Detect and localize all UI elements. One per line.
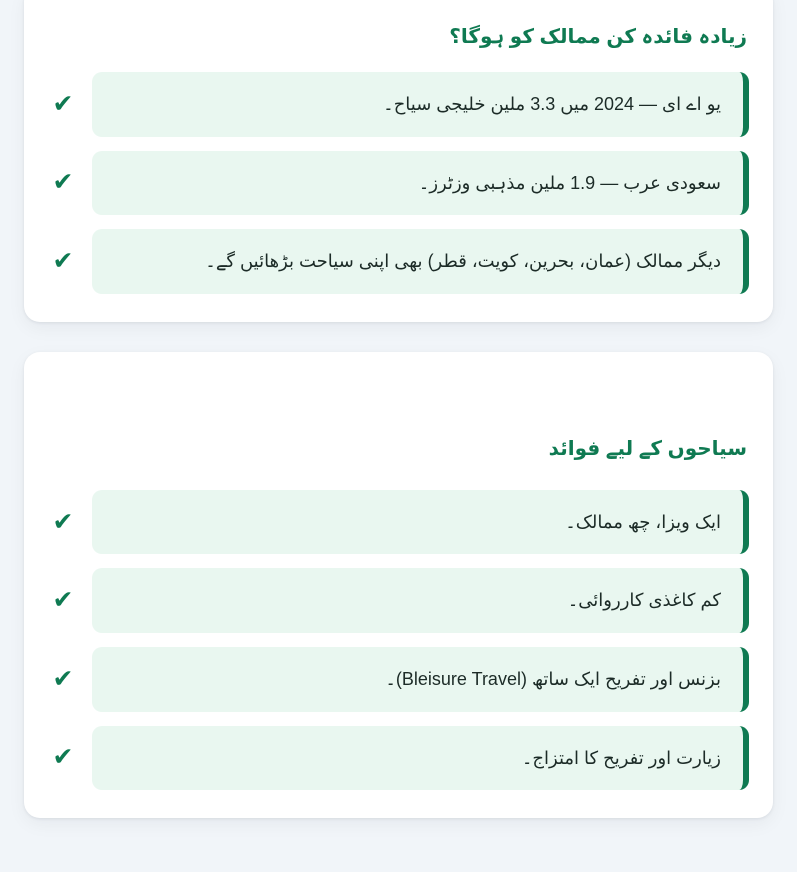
card-title: سیاحوں کے لیے فوائد <box>548 437 747 460</box>
card-benefits-for-tourists <box>24 352 773 818</box>
list-item-body <box>92 568 749 633</box>
benefit-list <box>48 490 749 790</box>
list-item-text: ایک ویزا، چھ ممالک۔ <box>565 511 721 532</box>
list-item-body <box>92 229 749 294</box>
benefit-list <box>48 72 749 294</box>
check-icon: ✔ <box>52 507 74 536</box>
list-item[interactable] <box>48 490 749 555</box>
list-item-body <box>92 490 749 555</box>
list-item-body <box>92 726 749 791</box>
list-item[interactable] <box>48 647 749 712</box>
list-item-body <box>92 72 749 137</box>
card-title: زیادہ فائدہ کن ممالک کو ہوگا؟ <box>449 26 747 48</box>
list-item[interactable] <box>48 72 749 137</box>
list-item-text: زیارت اور تفریح کا امتزاج۔ <box>521 747 721 768</box>
list-item-text: یو اے ای — 2024 میں 3.3 ملین خلیجی سیاح۔ <box>383 94 721 114</box>
list-item[interactable] <box>48 151 749 216</box>
check-icon: ✔ <box>52 246 74 275</box>
check-icon: ✔ <box>52 586 74 615</box>
check-icon: ✔ <box>52 743 74 772</box>
check-icon: ✔ <box>52 168 74 197</box>
list-item-body <box>92 647 749 712</box>
list-item[interactable] <box>48 726 749 791</box>
list-item-body <box>92 151 749 216</box>
check-icon: ✔ <box>52 664 74 693</box>
card-which-countries-benefit <box>24 0 773 322</box>
list-item-text: کم کاغذی کارروائی۔ <box>567 590 721 611</box>
list-item-text: سعودی عرب — 1.9 ملین مذہبی وزٹرز۔ <box>418 172 721 193</box>
list-item[interactable] <box>48 568 749 633</box>
check-icon: ✔ <box>52 89 74 118</box>
list-item-text: دیگر ممالک (عمان، بحرین، کویت، قطر) بھی اپنی سیاحت بڑھائیں گے۔ <box>205 251 721 272</box>
list-item[interactable] <box>48 229 749 294</box>
list-item-text: بزنس اور تفریح ایک ساتھ (Bleisure Travel)۔ <box>385 668 721 689</box>
